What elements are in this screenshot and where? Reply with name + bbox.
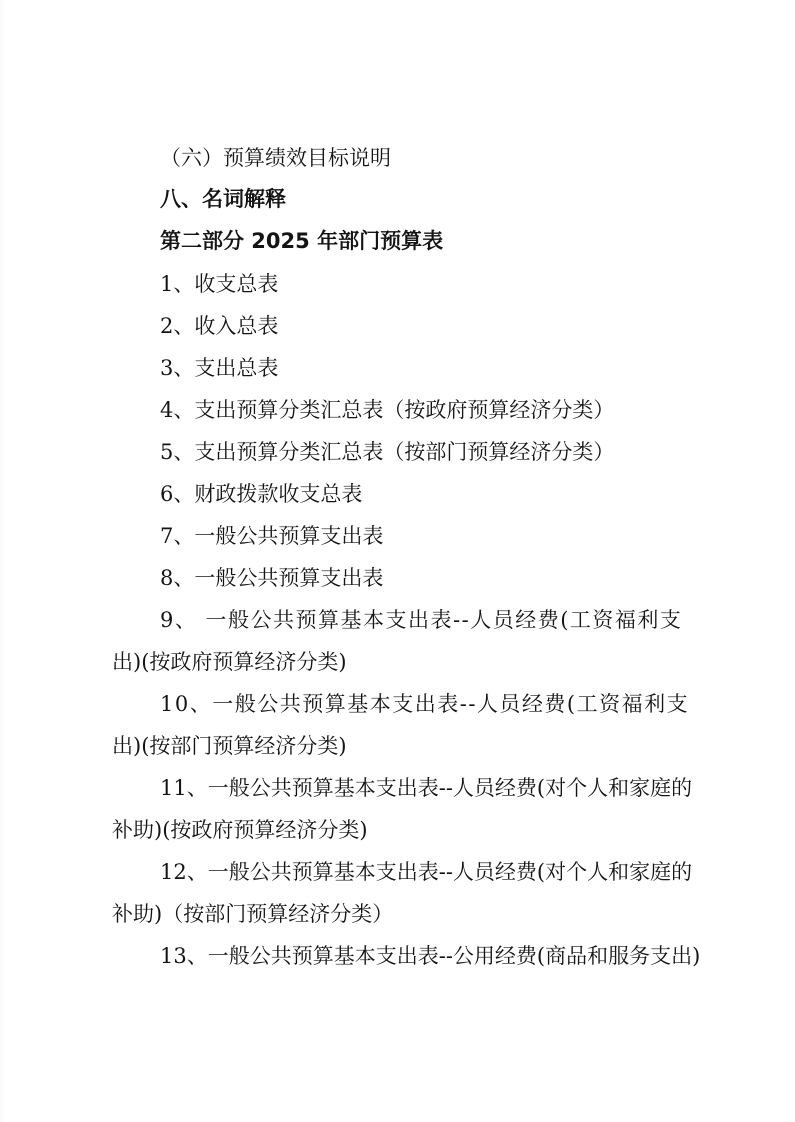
table-item-5: 5、支出预算分类汇总表（按部门预算经济分类） bbox=[160, 440, 615, 464]
table-item-4: 4、支出预算分类汇总表（按政府预算经济分类） bbox=[160, 398, 615, 422]
section-item6: （六）预算绩效目标说明 bbox=[160, 146, 391, 170]
table-item-8: 8、一般公共预算支出表 bbox=[160, 566, 384, 590]
table-item-11-line1: 11、一般公共预算基本支出表--人员经费(对个人和家庭的 bbox=[160, 776, 693, 800]
table-item-6: 6、财政拨款收支总表 bbox=[160, 482, 363, 506]
table-item-9-line2: 出)(按政府预算经济分类) bbox=[112, 650, 347, 674]
table-item-1: 1、收支总表 bbox=[160, 272, 279, 296]
table-item-3: 3、支出总表 bbox=[160, 356, 279, 380]
table-item-2: 2、收入总表 bbox=[160, 314, 279, 338]
table-item-11-line2: 补助)(按政府预算经济分类) bbox=[112, 818, 368, 842]
scan-edge bbox=[0, 0, 3, 1122]
table-item-12-line1: 12、一般公共预算基本支出表--人员经费(对个人和家庭的 bbox=[160, 860, 693, 884]
table-item-12-line2: 补助)（按部门预算经济分类） bbox=[112, 902, 394, 926]
table-item-9-line1: 9、 一般公共预算基本支出表--人员经费(工资福利支 bbox=[160, 608, 683, 632]
table-item-7: 7、一般公共预算支出表 bbox=[160, 524, 384, 548]
table-item-10-line2: 出)(按部门预算经济分类) bbox=[112, 734, 347, 758]
table-item-10-line1: 10、一般公共预算基本支出表--人员经费(工资福利支 bbox=[160, 692, 690, 716]
table-item-13-line1: 13、一般公共预算基本支出表--公用经费(商品和服务支出) bbox=[160, 944, 701, 968]
section-part8-heading: 八、名词解释 bbox=[160, 187, 286, 211]
section-part2-title: 第二部分 2025 年部门预算表 bbox=[160, 229, 444, 253]
